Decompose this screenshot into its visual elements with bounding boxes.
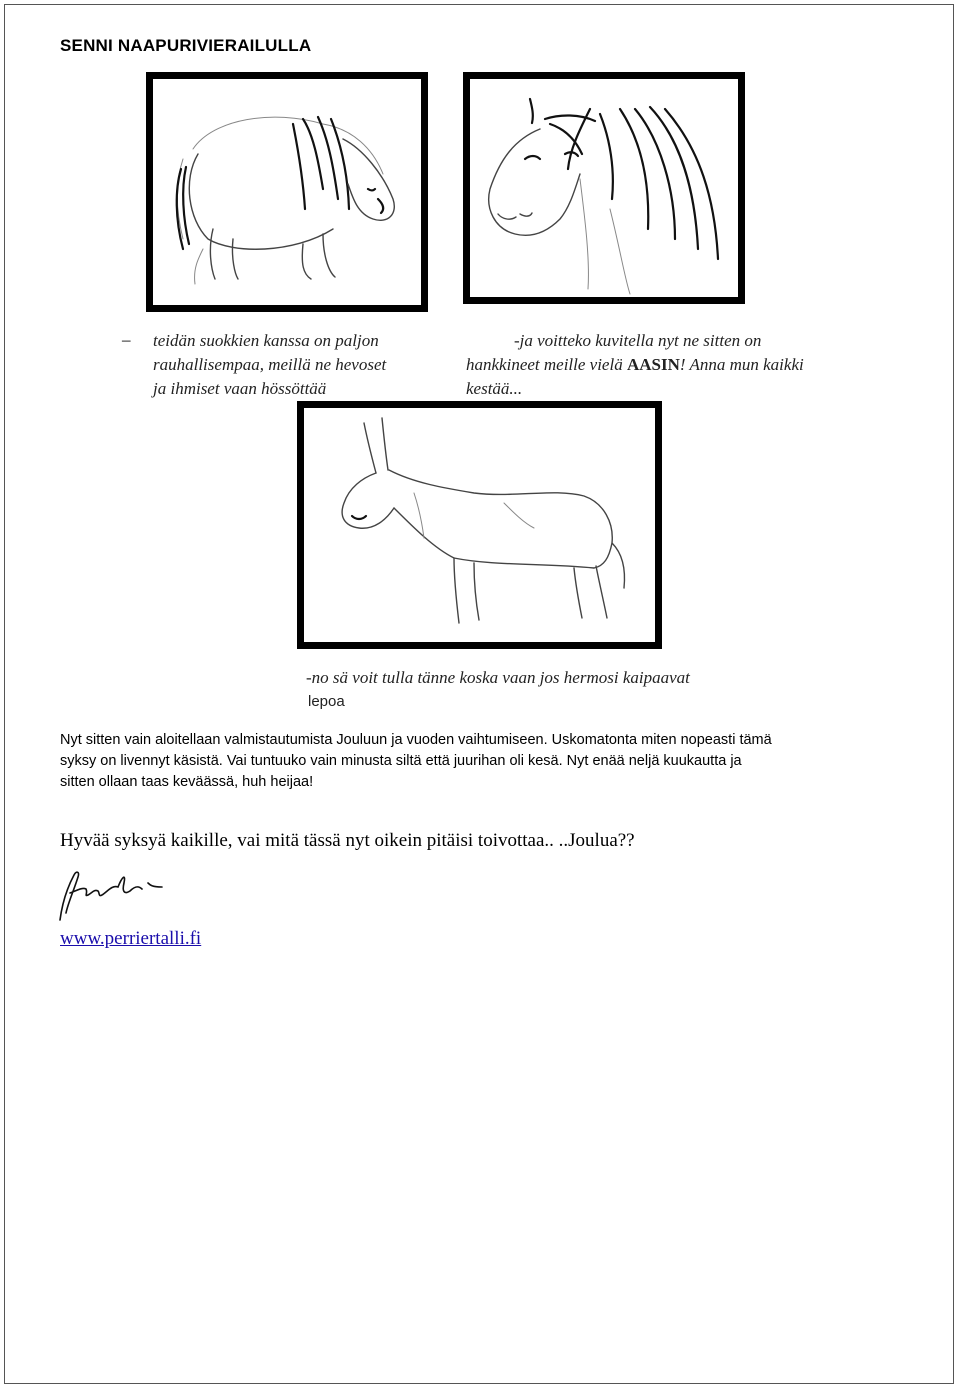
left-caption-line: teidän suokkien kanssa on paljon [153,331,379,350]
paragraph-line: Nyt sitten vain aloitellaan valmistautumista Jouluun ja vuoden vaihtumiseen. Uskomatonta miten nopeasti tämä [60,732,772,748]
right-caption-line [466,353,916,377]
bottom-caption-line: lepoa [308,693,345,710]
donkey-sketch-icon [304,408,655,642]
paragraph-line: syksy on livennyt käsistä. Vai tuntuuko vain minusta siltä että juurihan oli kesä. Nyt enää neljä kuukautta ja [60,753,742,769]
bottom-caption [306,666,866,714]
signature-icon [52,865,172,925]
dash-bullet: – [122,330,131,349]
website-link[interactable]: www.perriertalli.fi [60,928,202,949]
donkey-sketch-image [297,401,662,649]
right-caption-text: hankkineet meille vielä [466,355,627,374]
page-title: SENNI NAAPURIVIERAILULLA [60,36,312,55]
pony-sketch-icon [153,79,421,305]
news-paragraph [60,730,910,793]
right-caption-line: -ja voitteko kuvitella nyt ne sitten on [514,331,762,350]
bottom-caption-line: -no sä voit tulla tänne koska vaan jos hermosi kaipaavat [306,668,690,687]
right-caption [466,329,916,401]
greeting-text: Hyvää syksyä kaikille, vai mitä tässä nyt oikein pitäisi toivottaa.. ..Joulua?? [60,830,635,851]
pony-head-sketch-icon [470,79,738,297]
left-caption [153,329,453,401]
pony-sketch-image [146,72,428,312]
pony-head-sketch-image [463,72,745,304]
right-caption-line: kestää... [466,379,523,398]
left-caption-line: ja ihmiset vaan hössöttää [153,379,327,398]
signature-image [52,865,172,925]
paragraph-line: sitten ollaan taas keväässä, huh heijaa! [60,774,314,790]
right-caption-text: ! Anna mun kaikki [679,355,804,374]
left-caption-line: rauhallisempaa, meillä ne hevoset [153,355,387,374]
right-caption-emphasis: AASIN [626,355,680,374]
